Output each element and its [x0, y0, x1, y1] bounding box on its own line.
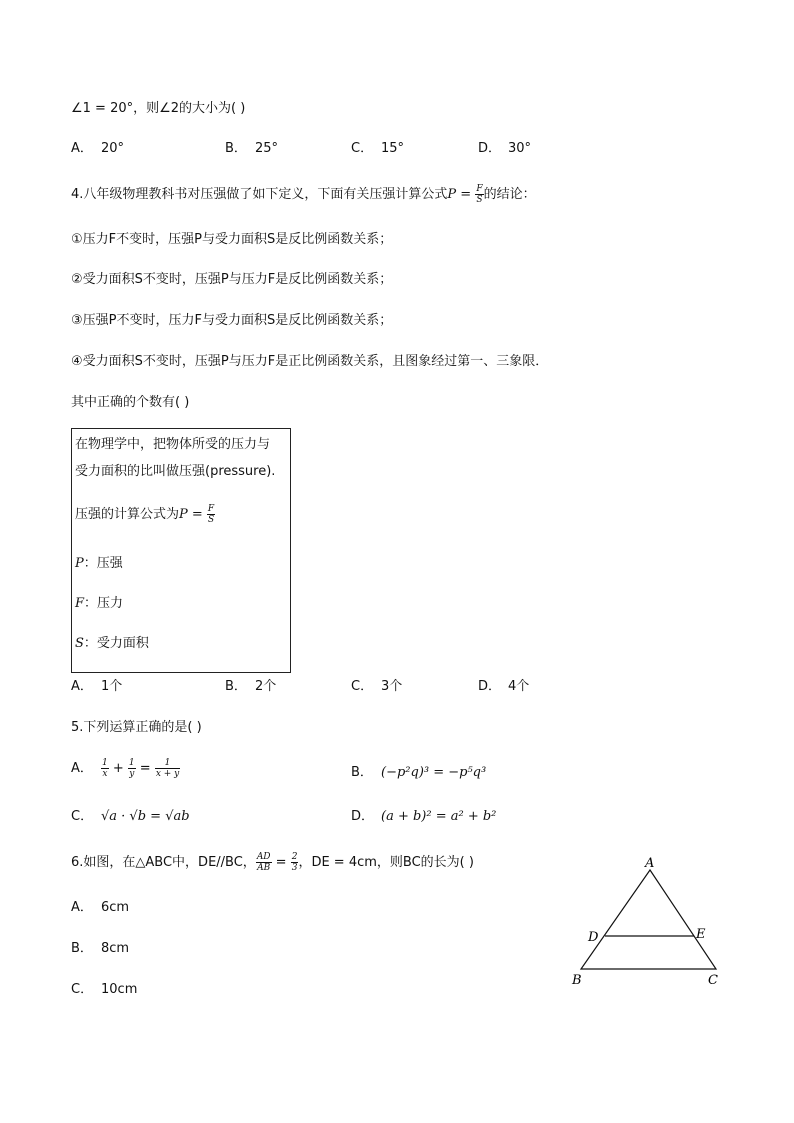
q5-option-b[interactable]: B． (−p²q)³ = −p⁵q³: [351, 765, 487, 780]
q4-statement-2: ②受力面积S不变时，压强P与压力F是反比例函数关系；: [71, 272, 393, 287]
box-line-5: F：压力: [75, 596, 124, 611]
q4-statement-1: ①压力F不变时，压强P与受力面积S是反比例函数关系；: [71, 232, 393, 247]
q4-option-a[interactable]: A． 1个: [71, 679, 123, 694]
box-formula-fraction: $\frac{F}{S}$: [207, 504, 215, 525]
box-line-3: 压强的计算公式为P = $\frac{F}{S}$: [75, 504, 215, 525]
q4-option-d[interactable]: D． 4个: [478, 679, 530, 694]
box-line-1: 在物理学中，把物体所受的压力与: [75, 437, 271, 452]
q4-stem: 4.八年级物理教科书对压强做了如下定义，下面有关压强计算公式P = $\frac{F}{S}$ 的结论：: [71, 184, 536, 205]
label-c: C: [708, 973, 718, 988]
q4-formula-fraction: $\frac{F}{S}$: [476, 184, 483, 205]
q3-stem: ∠1 = 20°，则∠2的大小为( ): [71, 101, 246, 116]
q5-stem: 5.下列运算正确的是( ): [71, 720, 202, 735]
q4-statement-3: ③压强P不变时，压力F与受力面积S是反比例函数关系；: [71, 313, 393, 328]
q4-statement-4: ④受力面积S不变时，压强P与压力F是正比例函数关系，且图象经过第一、三象限．: [71, 354, 549, 369]
triangle-figure: [565, 850, 735, 995]
q6-stem: 6.如图，在△ABC中，DE//BC， $\frac{AD}{AB}$ = $\frac{2}{3}$ ，DE = 4cm，则BC的长为( ): [71, 852, 474, 873]
box-line-2: 受力面积的比叫做压强(pressure).: [75, 464, 276, 479]
label-d: D: [588, 930, 599, 945]
q6-option-b[interactable]: B． 8cm: [71, 941, 130, 956]
q3-option-d[interactable]: D． 30°: [478, 141, 532, 156]
q5-option-d[interactable]: D． (a + b)² = a² + b²: [351, 809, 497, 824]
q4-option-b[interactable]: B． 2个: [225, 679, 277, 694]
box-line-6: S：受力面积: [75, 636, 149, 651]
q4-option-c[interactable]: C． 3个: [351, 679, 403, 694]
q5-option-c[interactable]: C． √a · √b = √ab: [71, 809, 190, 824]
label-e: E: [696, 927, 706, 942]
label-a: A: [645, 856, 655, 871]
q5-option-a[interactable]: A． $\frac{1}{x}$ + $\frac{1}{y}$ = $\frac{1}{x + y}$: [71, 758, 180, 779]
q6-option-a[interactable]: A． 6cm: [71, 900, 130, 915]
box-line-4: P：压强: [75, 556, 123, 571]
q3-option-c[interactable]: C． 15°: [351, 141, 405, 156]
q3-option-a[interactable]: A． 20°: [71, 141, 125, 156]
q4-question: 其中正确的个数有( ): [71, 395, 190, 410]
q6-option-c[interactable]: C． 10cm: [71, 982, 138, 997]
q4-definition-box: [71, 428, 291, 673]
triangle-abc: [581, 870, 716, 969]
q3-option-b[interactable]: B． 25°: [225, 141, 279, 156]
label-b: B: [572, 973, 582, 988]
